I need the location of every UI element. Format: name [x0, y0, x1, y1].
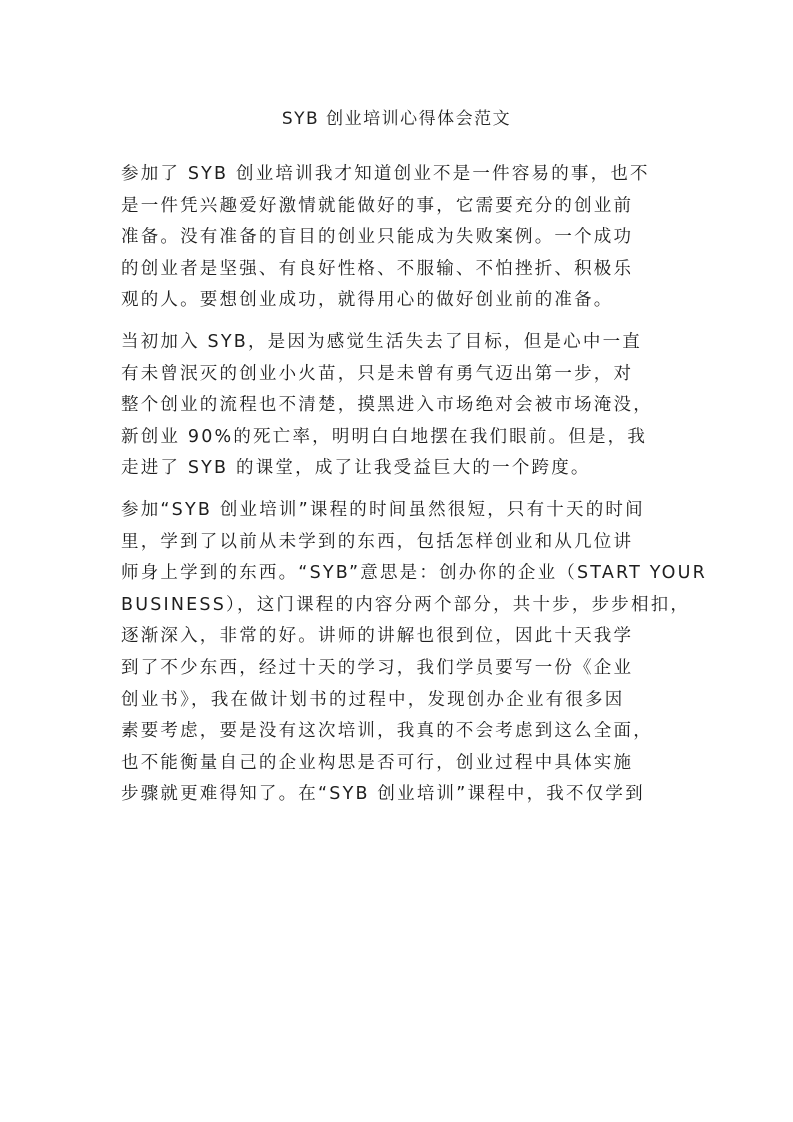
document-body — [121, 159, 708, 821]
text-line: 创业书》，我在做计划书的过程中，发现创办企业有很多因 — [121, 689, 625, 710]
text-line: 是一件凭兴趣爱好激情就能做好的事，它需要充分的创业前 — [121, 195, 634, 216]
text-line: 参加了 SYB 创业培训我才知道创业不是一件容易的事，也不 — [121, 164, 650, 184]
text-line: 也不能衡量自己的企业构思是否可行，创业过程中具体实施 — [121, 752, 634, 773]
paragraph-2 — [121, 327, 681, 485]
paragraph-3 — [121, 495, 708, 811]
text-line: 的创业者是坚强、有良好性格、不服输、不怕挫折、积极乐 — [121, 258, 634, 279]
text-line: 走进了 SYB 的课堂，成了让我受益巨大的一个跨度。 — [121, 458, 591, 479]
document-title: SYB 创业培训心得体会范文 — [281, 109, 512, 129]
text-line: 整个创业的流程也不清楚，摸黑进入市场绝对会被市场淹没， — [121, 395, 653, 416]
text-line: 当初加入 SYB，是因为感觉生活失去了目标，但是心中一直 — [121, 331, 642, 352]
paragraph-1 — [121, 159, 681, 317]
text-line: 新创业 90%的死亡率，明明白白地摆在我们眼前。但是，我 — [121, 426, 648, 447]
text-line: 到了不少东西，经过十天的学习，我们学员要写一份《企业 — [121, 657, 634, 678]
text-line: 参加“SYB 创业培训”课程的时间虽然很短，只有十天的时间 — [121, 499, 645, 520]
text-line: BUSINESS），这门课程的内容分两个部分，共十步，步步相扣， — [121, 594, 691, 615]
text-line: 准备。没有准备的盲目的创业只能成为失败案例。一个成功 — [121, 227, 634, 248]
text-line: 有未曾泯灭的创业小火苗，只是未曾有勇气迈出第一步，对 — [121, 363, 634, 384]
text-line: 师身上学到的东西。“SYB”意思是：创办你的企业（START YOUR — [121, 563, 708, 584]
text-line: 逐渐深入，非常的好。讲师的讲解也很到位，因此十天我学 — [121, 626, 634, 647]
text-line: 观的人。要想创业成功，就得用心的做好创业前的准备。 — [121, 290, 614, 311]
text-line: 里，学到了以前从未学到的东西，包括怎样创业和从几位讲 — [121, 531, 634, 552]
text-line: 素要考虑，要是没有这次培训，我真的不会考虑到这么全面， — [121, 721, 653, 742]
text-line: 步骤就更难得知了。在“SYB 创业培训”课程中，我不仅学到 — [121, 784, 645, 805]
